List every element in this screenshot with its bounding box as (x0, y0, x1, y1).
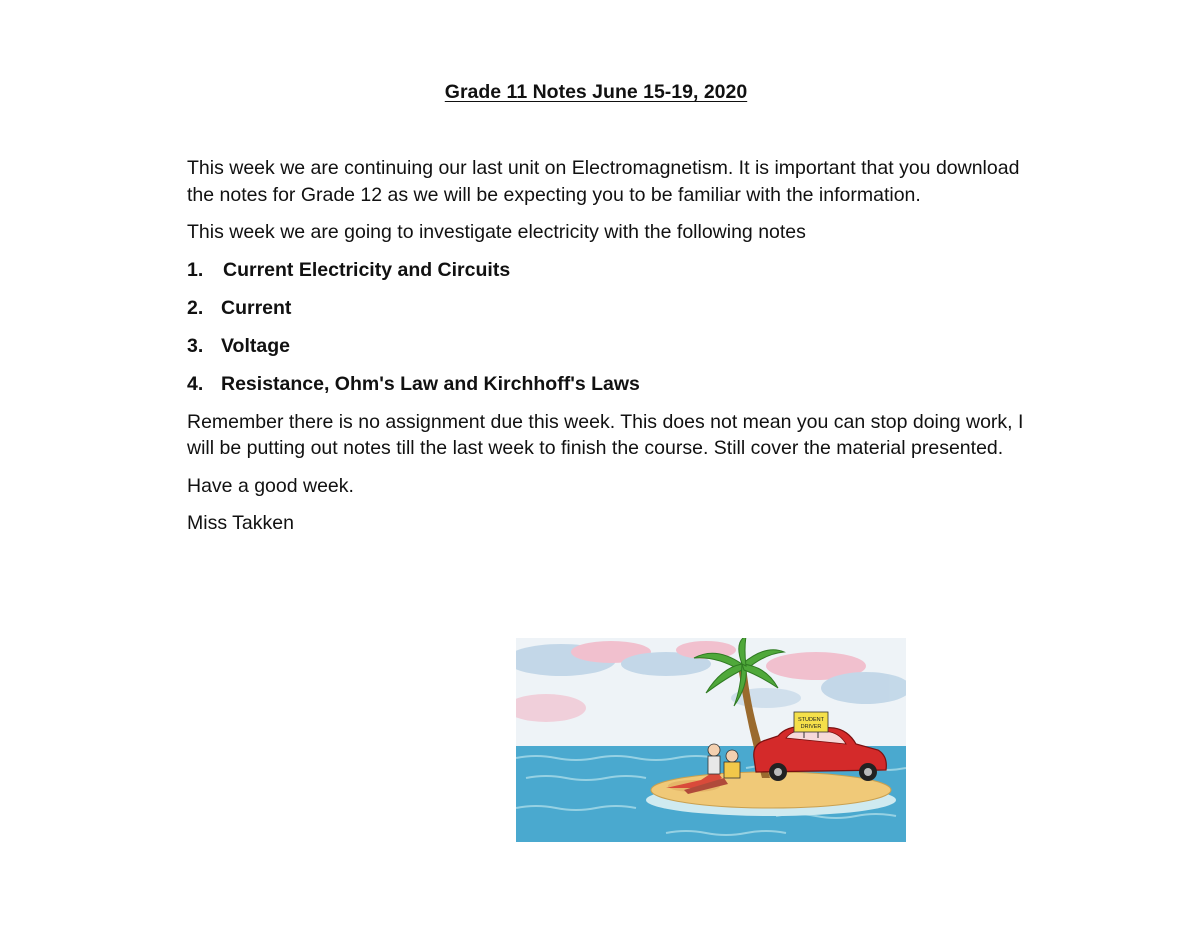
document-body (187, 155, 1027, 548)
island-cartoon-image (516, 638, 906, 842)
closing-line: Have a good week. (187, 474, 354, 497)
intro-paragraph: This week we are continuing our last unit on Electromagnetism. It is important that you download the notes for Grade 12 as we will be expecting you to be familiar with the information. (187, 157, 1020, 206)
list-item (187, 295, 1027, 322)
topic-list (187, 257, 1027, 398)
document-title: Grade 11 Notes June 15-19, 2020 (444, 81, 748, 103)
list-item-number: 1. (187, 258, 204, 281)
lead-in-paragraph: This week we are going to investigate electricity with the following notes (187, 221, 806, 243)
signature-line: Miss Takken (187, 512, 294, 534)
list-item-label: Current (221, 296, 292, 319)
list-item-number: 3. (187, 334, 204, 357)
list-item-label: Voltage (221, 334, 290, 357)
list-item-number: 2. (187, 296, 204, 319)
list-item (187, 371, 1027, 398)
list-item (187, 333, 1027, 360)
reminder-paragraph: Remember there is no assignment due this week. This does not mean you can stop doing work, I will be putting out notes till the last week to finish the course. Still cover the material presented. (187, 410, 1024, 459)
svg-text:DRIVER: DRIVER (800, 724, 822, 730)
cartoon-sign-text: STUDENT (798, 717, 824, 723)
list-item-label: Current Electricity and Circuits (223, 258, 511, 281)
list-item-label: Resistance, Ohm's Law and Kirchhoff's Laws (221, 372, 640, 395)
list-item (187, 257, 1027, 284)
list-item-number: 4. (187, 372, 204, 395)
